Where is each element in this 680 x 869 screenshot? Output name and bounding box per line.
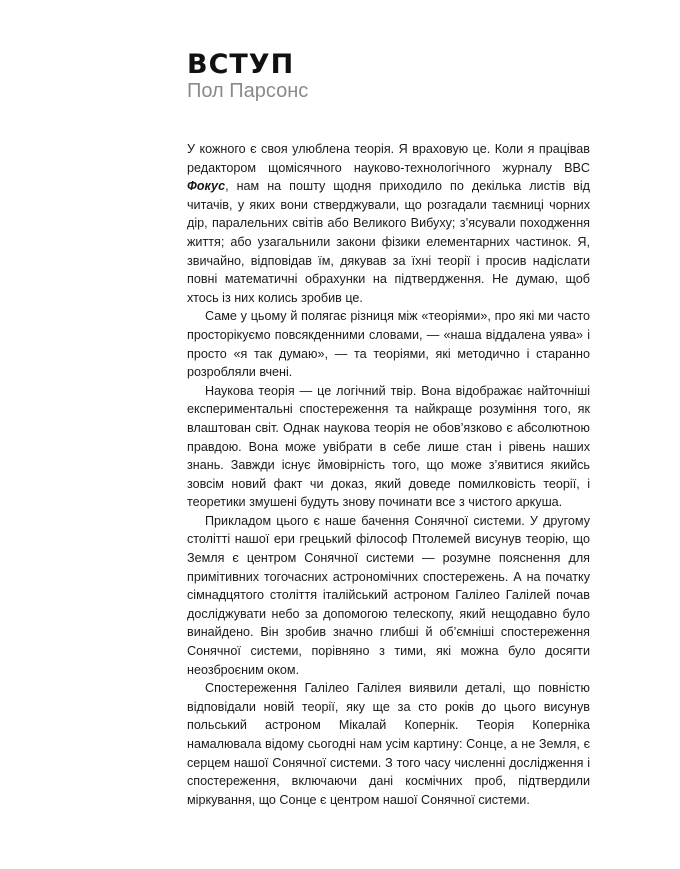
chapter-body [187,140,590,809]
paragraph-1 [187,140,590,307]
paragraph-5: Спостереження Галілео Галілея виявили деталі, що повністю відповідали новій теорії, яку ще за сто років до цього висунув польський астроном Мікалай Копернік. Теорія Коперніка намалювала відому сьогодні нам усім картину: Сонце, а не Земля, є серцем нашої Сонячної системи. З того часу численні дослідження і спостереження, включаючи дані космічних проб, підтвердили міркування, що Сонце є центром нашої Сонячної системи. [187,681,590,807]
paragraph-1-part-a: У кожного є своя улюблена теорія. Я враховую це. Коли я працівав редактором щомісячного науково-технологічного журналу BBC [187,142,590,175]
chapter-title: ВСТУП [187,49,295,80]
paragraph-3: Наукова теорія — це логічний твір. Вона відображає найточніші експериментальні спостереження та найкраще розуміння того, як влаштован світ. Однак наукова теорія не обов’язково є абсолютною правдою. Вона може увібрати в себе лише стан і рівень наших знань. Завжди існує ймовірність того, що може з’явитися якийсь зовсім новий факт чи доказ, який доведе помилковість теорії, і теоретики змушені будуть знову починати все з чистого аркуша. [187,383,590,510]
magazine-name: Фокус [187,179,226,194]
paragraph-1-part-b: , нам на пошту щодня приходило по декілька листів від читачів, у яких вони стверджували, що розгадали таємниці чорних дір, паралельних світів або Великого Вибуху; з’ясували походження життя; або узагальнили закони фізики елементарних частинок. Я, звичайно, відповідав їм, дякував за їхні теорії і просив надіслати повні математичні обрахунки на підтвердження. Не думаю, щоб хтось із них колись зробив це. [187,179,590,305]
chapter-author: Пол Парсонс [187,80,309,102]
paragraph-2: Саме у цьому й полягає різниця між «теоріями», про які ми часто просторікуємо повсякденними словами, — «наша віддалена уява» і просто «я так думаю», — та теоріями, які методично і старанно розробляли вчені. [187,309,590,380]
paragraph-4: Прикладом цього є наше бачення Сонячної системи. У другому столітті нашої ери грецький філософ Птолемей висунув теорію, що Земля є центром Сонячної системи — розумне пояснення для примітивних тогочасних астрономічних спостережень. А на початку сімнадцятого століття італійський астроном Галілео Галілей почав досліджувати небо за допомогою телескопу, який нещодавно було винайдено. Він зробив значно глибші й об’ємніші спостереження Сонячної системи, порівняно з тими, які можна було досягти неозброєним оком. [187,513,590,677]
